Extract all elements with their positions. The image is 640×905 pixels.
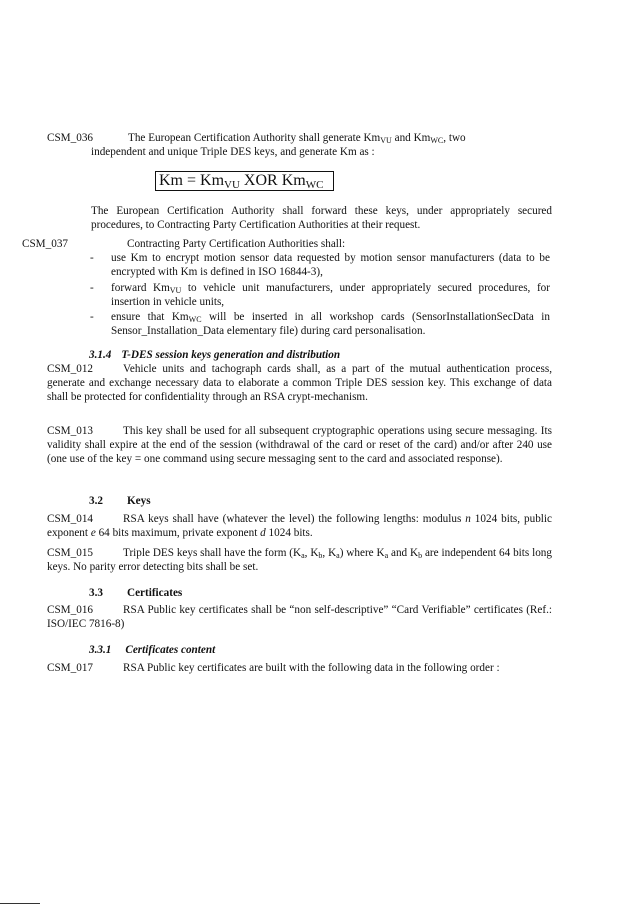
requirement-csm015: [47, 546, 552, 574]
paragraph: The European Certification Authority shall forward these keys, under appropriately secured procedures, to Contracting Party Certification Authorities at their request.: [91, 205, 552, 231]
section-heading: 3.2 Keys: [89, 495, 151, 507]
requirement-text: CSM_016 RSA Public key certificates shall be “non self-descriptive” “Card Verifiable” certificates (Ref.: ISO/IEC 7816-8): [47, 604, 552, 630]
requirement-text: CSM_013 This key shall be used for all subsequent cryptographic operations using secure messaging. Its validity shall expire at the end of the session (withdrawal of the card or reset of the card) and/or after 240 use (one use of the key = one command using secure messaging sent to the card and associated response).: [47, 425, 552, 465]
requirement-csm016: [47, 603, 552, 631]
requirement-text-cont: independent and unique Triple DES keys, and generate Km as :: [91, 146, 375, 158]
requirement-text: CSM_012 Vehicle units and tachograph cards shall, as a part of the mutual authentication process, generate and exchange necessary data to elaborate a common Triple DES session key. This exchange of data shall be protected for confidentiality through an RSA crypt-mechanism.: [47, 363, 552, 403]
section-heading: 3.3.1 Certificates content: [89, 644, 216, 656]
section-heading: 3.1.4 T-DES session keys generation and distribution: [89, 349, 341, 361]
requirement-id: CSM_036: [47, 132, 94, 144]
requirement-csm037: [22, 237, 552, 251]
requirement-id: CSM_037: [22, 238, 69, 250]
list-item: - use Km to encrypt motion sensor data requested by motion sensor manufacturers (data to be encrypted with Km is defined in ISO 16844-3),: [90, 252, 550, 278]
list-item: - forward $Km_{VU}$ to vehicle unit manufacturers, under appropriately secured procedures, for insertion in vehicle units,: [90, 282, 550, 308]
list-item: - ensure that $Km_{WC}$ will be inserted in all workshop cards (SensorInstallationSecData in Sensor_Installation_Data elementary file) during card personalisation.: [90, 311, 550, 337]
requirement-text: CSM_015 Triple DES keys shall have the form ($K_a$, $K_b$, $K_a$) where $K_a$ and $K_b$ are independent 64 bits long keys. No parity error detecting bits shall be set.: [47, 547, 552, 573]
footer-divider: [0, 903, 40, 904]
requirement-text: CSM_017 RSA Public key certificates are built with the following data in the following order :: [47, 662, 500, 674]
requirement-csm036: [47, 131, 552, 159]
requirement-csm017: [47, 661, 567, 675]
requirement-csm013: [47, 424, 552, 466]
formula-box: $Km = Km_{VU}$ XOR $Km_{WC}$: [155, 171, 334, 191]
requirement-csm014: [47, 512, 552, 540]
section-heading: 3.3 Certificates: [89, 587, 183, 599]
requirement-csm012: [47, 362, 552, 404]
requirement-text: The European Certification Authority shall generate $Km_{VU}$ and $Km_{WC}$, two: [128, 132, 466, 145]
requirement-text: CSM_014 RSA keys shall have (whatever the level) the following lengths: modulus n 1024 bits, public exponent e 64 bits maximum, private exponent d 1024 bits.: [47, 513, 552, 539]
requirement-text: Contracting Party Certification Authorities shall:: [127, 238, 346, 250]
